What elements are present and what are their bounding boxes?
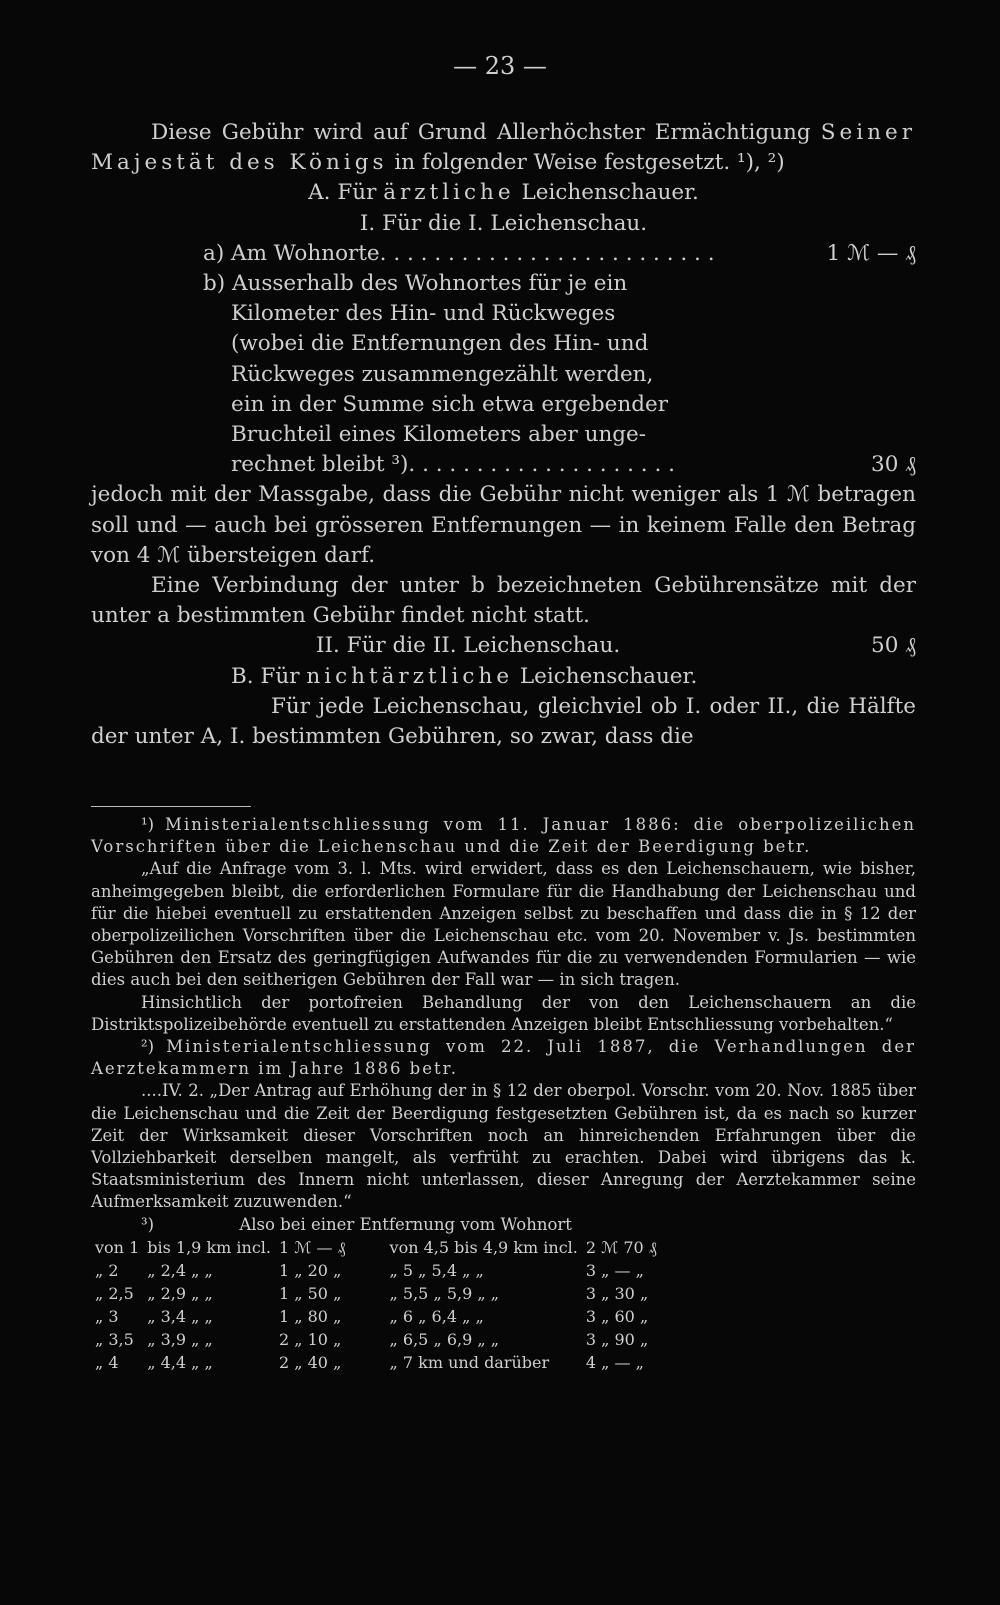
table-cell: „ 4 [95,1352,119,1372]
table-cell: „ 6,5 „ 6,9 „ „ [389,1329,500,1349]
footnote-1-title: ¹) Ministerialentschliessung vom 11. Januar 1886: die oberpolizeilichen Vorschriften über die Leichenschau und die Zeit der Beerdigung betr. [91,815,916,857]
footnote-2-text: ....IV. 2. „Der Antrag auf Erhöhung der in § 12 der oberpol. Vorschr. vom 20. Nov. 1885 über die Leichenschau und die Zeit der Beerdigung festgesetzten Gebühren ist, da es nach so kurzer Zeit der Wirksamkeit dieser Vorschriften noch an hinreichenden Erfahrungen über die Vollziehbarkeit derselben mangelt, als verfrüht zu erachten. Dabei wird übrigens das k. Staatsministerium des Innern nicht unterlassen, dieser Anregung der Aerztekammer seine Aufmerksamkeit zuzuwenden.“ [91,1081,916,1212]
distance-table [91,1236,661,1374]
table-cell: von 1 [95,1237,140,1257]
intro-paragraph [91,118,916,178]
section-b-heading: B. Für nichtärztliche Leichenschauer. [231,663,698,689]
item-b-line: ein in der Summe sich etwa ergebender [231,391,668,417]
sub-ii-row [91,631,916,661]
table-cell: „ 3 [95,1306,119,1326]
table-cell: 1 ℳ — ₰ [278,1237,346,1257]
item-b-amount: 30 ₰ [871,452,916,478]
table-row [91,1236,661,1259]
item-b-line: b) Ausserhalb des Wohnortes für je ein [203,271,628,297]
item-b-line: Rückweges zusammengezählt werden, [231,361,654,387]
table-cell: von 4,5 bis 4,9 km incl. [389,1237,578,1257]
jedoch-paragraph: jedoch mit der Massgabe, dass die Gebühr nicht weniger als 1 ℳ betragen soll und — auch bei grösseren Entfernungen — in keinem Falle den Betrag von 4 ℳ übersteigen darf. [91,482,916,568]
footnote-3-heading: ³) Also bei einer Entfernung vom Wohnort [141,1214,572,1234]
sub-ii-label: II. Für die II. Leichenschau [316,633,614,659]
item-a-label: a) Am Wohnorte [203,240,380,266]
table-cell: „ 2,5 [95,1283,134,1303]
table-cell: 1 „ 50 „ [278,1283,342,1303]
table-cell: 3 „ — „ [585,1260,644,1280]
leader-dots: . . . . . . . . . . . . . . . . . . . . [408,452,675,478]
table-row [91,1328,661,1351]
footnote-2-title: ²) Ministerialentschliessung vom 22. Juli 1887, die Verhandlungen der Aerztekammern im Jahre 1886 betr. [91,1037,916,1079]
item-b-last: rechnet bleibt ³) [231,452,409,478]
table-cell: „ 3,9 „ „ [147,1329,213,1349]
item-b-line: Kilometer des Hin- und Rückweges [231,301,616,327]
verbindung-paragraph: Eine Verbindung der unter b bezeichneten Gebührensätze mit der unter a bestimmten Gebühr findet nicht statt. [91,573,916,629]
table-cell: 2 ℳ 70 ₰ [585,1237,657,1257]
sub-ii-amount: 50 ₰ [871,633,916,659]
footnote-1-quote: „Auf die Anfrage vom 3. l. Mts. wird erwidert, dass es den Leichenschauern, wie bisher, anheimgegeben bleibt, die erforderlichen Formulare für die Handhabung der Leichenschau und für die hiebei eventuell zu erstattenden Anzeigen selbst zu beschaffen und dass die in § 12 der oberpolizeilichen Vorschriften über die Leichenschau etc. vom 20. November v. Js. bestimmten Gebühren den Ersatz des geringfügigen Aufwandes für die zu verwendenden Formularien — wie dies auch bei den seitherigen Gebühren der Fall war — in sich tragen. [91,859,916,990]
intro-line: Diese Gebühr wird auf Grund Allerhöchster Ermächtigung [151,120,811,145]
footnote-rule [91,806,251,807]
table-cell: 3 „ 60 „ [585,1306,649,1326]
table-cell: „ 2 [95,1260,119,1280]
leader-dots: . [613,633,621,659]
intro-rest: in folgender Weise festgesetzt. ¹), ²) [387,150,785,176]
table-cell: „ 4,4 „ „ [147,1352,213,1372]
table-cell: 4 „ — „ [585,1352,644,1372]
table-cell: 2 „ 10 „ [278,1329,342,1349]
table-cell: 3 „ 30 „ [585,1283,649,1303]
item-a [91,239,916,269]
item-a-amount: 1 ℳ — ₰ [826,240,916,266]
item-b-line: (wobei die Entfernungen des Hin- und [231,331,649,357]
table-row [91,1351,661,1374]
leader-dots: . . . . . . . . . . . . . . . . . . . . . . . . . [379,240,715,266]
table-cell: 1 „ 80 „ [278,1306,342,1326]
item-b-line: Bruchteil eines Kilometers aber unge- [231,422,647,448]
table-cell: 2 „ 40 „ [278,1352,342,1372]
table-row [91,1259,661,1282]
table-cell: „ 5,5 „ 5,9 „ „ [389,1283,500,1303]
item-b-last-row [203,450,916,480]
table-cell: 3 „ 90 „ [585,1329,649,1349]
table-row [91,1282,661,1305]
table-cell: bis 1,9 km incl. [147,1237,271,1257]
table-cell: „ 2,4 „ „ [147,1260,213,1280]
page-number: — 23 — [453,52,547,80]
section-a-heading: A. Für ärztliche Leichenschauer. [308,180,699,206]
table-cell: „ 7 km und darüber [389,1352,550,1372]
footnote-1-quote2: Hinsichtlich der portofreien Behandlung der von den Leichenschauern an die Distriktspolizeibehörde eventuell zu erstattenden Anzeigen bleibt Entschliessung vorbehalten.“ [91,992,916,1034]
intro-spaced: Seiner Majestät des Königs [91,120,916,176]
table-cell: „ 5 „ 5,4 „ „ [389,1260,484,1280]
section-a-sub-i: I. Für die I. Leichenschau. [359,210,648,236]
table-cell: „ 3,4 „ „ [147,1306,213,1326]
item-b [91,269,916,480]
section-b-text: Für jede Leichenschau, gleichviel ob I. oder II., die Hälfte der unter A, I. bestimmten Gebühren, so zwar, dass die [91,693,916,750]
footnotes [91,814,916,1374]
table-cell: „ 2,9 „ „ [147,1283,213,1303]
table-cell: „ 3,5 [95,1329,134,1349]
table-row [91,1305,661,1328]
main-text [91,118,916,752]
table-cell: „ 6 „ 6,4 „ „ [389,1306,484,1326]
table-cell: 1 „ 20 „ [278,1260,342,1280]
